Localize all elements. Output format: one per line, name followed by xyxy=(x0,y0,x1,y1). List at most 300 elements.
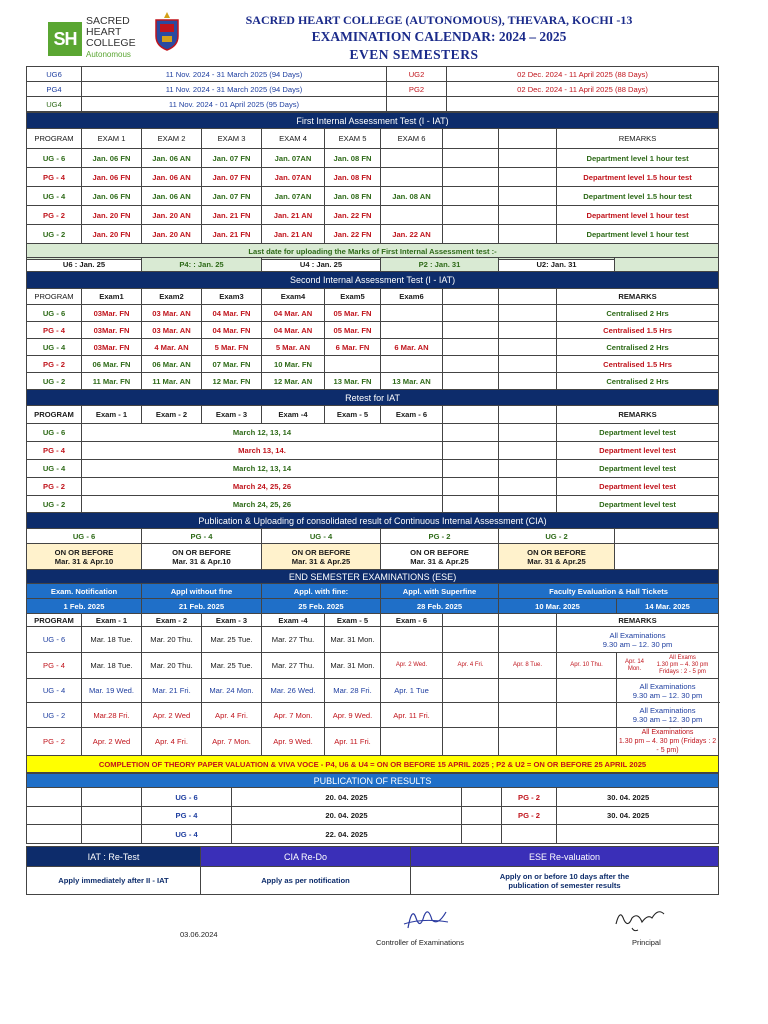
exam-date: Mar. 20 Thu. xyxy=(142,627,202,653)
column-header: EXAM 5 xyxy=(325,129,381,149)
cia-date: Mar. 31 & Apr.10 xyxy=(54,556,114,566)
exam-date: 5 Mar. AN xyxy=(262,339,325,356)
empty-cell xyxy=(499,373,557,390)
exam-date: Apr. 2 Wed. xyxy=(381,653,443,679)
column-header: Exam4 xyxy=(262,289,325,305)
header-row xyxy=(27,129,719,149)
remarks-cell xyxy=(617,703,719,728)
empty-cell xyxy=(499,478,557,496)
program-cell: PG - 2 xyxy=(381,529,499,544)
cia-date: Mar. 31 & Apr.25 xyxy=(291,556,351,566)
second-iat-table xyxy=(26,271,719,390)
remarks-cell xyxy=(617,679,719,703)
empty-cell xyxy=(82,807,142,825)
exam-date: 12 Mar. FN xyxy=(202,373,262,390)
empty-cell xyxy=(499,614,557,627)
remarks-cell: Department level 1.5 hour test xyxy=(557,168,719,187)
exam-date: 10 Mar. FN xyxy=(262,356,325,373)
retest-dates: March 12, 13, 14 xyxy=(82,424,443,442)
results-table xyxy=(26,773,719,844)
completion-note: COMPLETION OF THEORY PAPER VALUATION & VIVA VOCE - P4, U6 & U4 = ON OR BEFORE 15 APRIL 2025 ; P2 & U2 = ON OR BEFORE 25 APRIL 2025 xyxy=(27,756,719,773)
empty-cell xyxy=(499,129,557,149)
section-title: END SEMESTER EXAMINATIONS (ESE) xyxy=(27,570,719,584)
cia-date-cell xyxy=(262,544,381,570)
column-header: EXAM 1 xyxy=(82,129,142,149)
empty-cell xyxy=(615,258,719,272)
empty-cell xyxy=(557,825,719,844)
controller-label: Controller of Examinations xyxy=(376,938,464,947)
empty-cell xyxy=(499,627,557,653)
program-cell: PG - 4 xyxy=(27,168,82,187)
program-cell: UG6 xyxy=(27,67,82,82)
table-row xyxy=(27,442,719,460)
remarks-cell: Department level 1 hour test xyxy=(557,206,719,225)
exam-date: 6 Mar. AN xyxy=(381,339,443,356)
column-header: Exam - 6 xyxy=(381,406,443,424)
exam-date: 03Mar. FN xyxy=(82,322,142,339)
cia-date-row xyxy=(27,544,719,570)
column-header: Exam - 6 xyxy=(381,614,443,627)
empty-cell xyxy=(443,339,499,356)
empty-cell xyxy=(443,187,499,206)
program-cell: UG - 6 xyxy=(27,305,82,322)
exam-date: 07 Mar. FN xyxy=(202,356,262,373)
exam-date: Apr. 7 Mon. xyxy=(262,703,325,728)
column-header: Exam -4 xyxy=(262,406,325,424)
exam-date: 06 Mar. FN xyxy=(82,356,142,373)
program-cell: UG - 4 xyxy=(27,679,82,703)
empty-cell xyxy=(499,496,557,513)
table-row xyxy=(27,496,719,513)
revaluation-note: Apply immediately after II - IAT xyxy=(27,867,201,895)
exam-date: Jan. 22 FN xyxy=(325,206,381,225)
empty-cell xyxy=(499,442,557,460)
table-row xyxy=(27,703,719,728)
remarks-cell: Centralised 2 Hrs xyxy=(557,373,719,390)
upload-row xyxy=(27,258,719,272)
column-header: Exam5 xyxy=(325,289,381,305)
section-title: Second Internal Assessment Test (I - IAT) xyxy=(27,272,719,289)
result-row xyxy=(27,807,719,825)
table-row xyxy=(27,460,719,478)
remarks-line: All Examinations xyxy=(609,630,666,640)
table-row xyxy=(27,149,719,168)
empty-cell xyxy=(443,225,499,244)
exam-date: Apr. 10 Thu. xyxy=(557,653,617,679)
ese-stage-date: 25 Feb. 2025 xyxy=(262,599,381,614)
exam-date: Apr. 2 Wed xyxy=(82,728,142,756)
column-header: REMARKS xyxy=(557,289,719,305)
exam-date xyxy=(381,168,443,187)
remarks-line: 1.30 pm – 4. 30 pm xyxy=(656,662,709,668)
principal-signature-icon xyxy=(612,904,670,934)
exam-date: Jan. 08 AN xyxy=(381,187,443,206)
empty-cell xyxy=(443,728,499,756)
program-cell: PG - 4 xyxy=(27,442,82,460)
empty-cell xyxy=(443,406,499,424)
exam-date: Mar. 18 Tue. xyxy=(82,653,142,679)
section-title: Retest for IAT xyxy=(27,390,719,406)
result-row xyxy=(27,788,719,807)
college-name: SACRED HEART COLLEGE (AUTONOMOUS), THEVARA, KOCHI -13 xyxy=(245,13,633,27)
cia-date: Mar. 31 & Apr.25 xyxy=(410,556,469,566)
empty-cell xyxy=(462,788,502,807)
controller-signature-icon xyxy=(398,900,454,934)
program-cell: UG - 6 xyxy=(27,627,82,653)
empty-cell xyxy=(443,356,499,373)
exam-date: Jan. 07AN xyxy=(262,168,325,187)
empty-cell xyxy=(443,129,499,149)
exam-date: Jan. 07 FN xyxy=(202,149,262,168)
cia-date-cell xyxy=(142,544,262,570)
remarks-line: 9.30 am – 12. 30 pm xyxy=(602,639,673,649)
exam-date: Mar. 19 Wed. xyxy=(82,679,142,703)
logo-line-2: HEART xyxy=(86,26,122,38)
program-cell: PG - 2 xyxy=(27,206,82,225)
remarks-cell: Department level test xyxy=(557,424,719,442)
exam-date: 06 Mar. AN xyxy=(142,356,202,373)
exam-date: 11 Mar. AN xyxy=(142,373,202,390)
empty-cell xyxy=(443,206,499,225)
remarks-cell: Department level test xyxy=(557,442,719,460)
on-or-before-label: ON OR BEFORE xyxy=(527,547,586,557)
exam-date: 11 Mar. FN xyxy=(82,373,142,390)
exam-date: Apr. 4 Fri. xyxy=(202,703,262,728)
column-header: Exam -4 xyxy=(262,614,325,627)
duration-cell: 11 Nov. 2024 - 31 March 2025 (94 Days) xyxy=(82,67,387,82)
exam-date: Jan. 08 FN xyxy=(325,149,381,168)
column-header: Exam - 1 xyxy=(82,406,142,424)
empty-cell xyxy=(462,807,502,825)
ese-label-row xyxy=(27,584,719,599)
empty-cell xyxy=(499,322,557,339)
empty-cell xyxy=(499,356,557,373)
empty-cell xyxy=(443,424,499,442)
cia-date-cell xyxy=(381,544,499,570)
column-header: ESE Re-valuation xyxy=(411,847,719,867)
revaluation-note: Apply on or before 10 days after the publication of semester results xyxy=(411,867,719,895)
exam-date: Mar. 28 Fri. xyxy=(325,679,381,703)
exam-date: 03 Mar. AN xyxy=(142,322,202,339)
empty-cell xyxy=(499,168,557,187)
program-cell: UG - 2 xyxy=(27,703,82,728)
program-cell: UG4 xyxy=(27,97,82,112)
program-cell: PG - 2 xyxy=(502,788,557,807)
exam-date: 4 Mar. AN xyxy=(142,339,202,356)
result-date: 30. 04. 2025 xyxy=(557,788,719,807)
retest-dates: March 12, 13, 14 xyxy=(82,460,443,478)
remarks-cell xyxy=(617,653,719,679)
empty-cell xyxy=(443,679,499,703)
empty-cell xyxy=(27,807,82,825)
ese-stage-label: Faculty Evaluation & Hall Tickets xyxy=(499,584,719,599)
result-date: 22. 04. 2025 xyxy=(232,825,462,844)
program-cell: PG - 4 xyxy=(142,529,262,544)
exam-date: Apr. 2 Wed xyxy=(142,703,202,728)
revaluation-row xyxy=(27,867,719,895)
exam-date xyxy=(381,206,443,225)
column-header: Exam - 5 xyxy=(325,614,381,627)
remarks-line: All Exams xyxy=(669,655,696,661)
table-row xyxy=(27,305,719,322)
remarks-line: All Examinations xyxy=(641,729,694,736)
revaluation-note: Apply as per notification xyxy=(201,867,411,895)
duration-cell: 02 Dec. 2024 - 11 April 2025 (88 Days) xyxy=(447,67,719,82)
upload-date: U2: Jan. 31 xyxy=(499,258,615,272)
result-row xyxy=(27,825,719,844)
empty-cell xyxy=(499,424,557,442)
empty-cell xyxy=(557,703,617,728)
exam-date: Jan. 06 FN xyxy=(82,187,142,206)
program-cell: UG - 6 xyxy=(27,529,142,544)
program-cell: UG - 6 xyxy=(27,424,82,442)
exam-date: Jan. 06 FN xyxy=(82,149,142,168)
empty-cell xyxy=(443,149,499,168)
remarks-line: 9.30 am – 12. 30 pm xyxy=(632,715,703,724)
exam-date: 05 Mar. FN xyxy=(325,305,381,322)
exam-date: Mar. 25 Tue. xyxy=(202,653,262,679)
remarks-cell: Centralised 2 Hrs xyxy=(557,339,719,356)
program-cell: UG - 4 xyxy=(262,529,381,544)
exam-date: Apr. 11 Fri. xyxy=(381,703,443,728)
program-cell: PG4 xyxy=(27,82,82,97)
table-row xyxy=(27,653,719,679)
on-or-before-label: ON OR BEFORE xyxy=(291,547,351,557)
exam-date: Jan. 21 AN xyxy=(262,206,325,225)
table-row xyxy=(27,728,719,756)
ese-table xyxy=(26,569,719,773)
on-or-before-label: ON OR BEFORE xyxy=(54,547,114,557)
exam-date: Jan. 07 FN xyxy=(202,168,262,187)
retest-dates: March 24, 25, 26 xyxy=(82,478,443,496)
empty-cell xyxy=(499,187,557,206)
exam-date: Mar. 27 Thu. xyxy=(262,627,325,653)
program-cell: UG - 2 xyxy=(499,529,615,544)
exam-date: 05 Mar. FN xyxy=(325,322,381,339)
ese-stage-date: 28 Feb. 2025 xyxy=(381,599,499,614)
empty-cell xyxy=(27,788,82,807)
exam-date: Jan. 07AN xyxy=(262,149,325,168)
remarks-line: 1.30 pm – 4. 30 pm (Fridays : 2 - 5 pm) xyxy=(618,738,717,754)
issue-date: 03.06.2024 xyxy=(180,930,218,939)
logo-subtitle: Autonomous xyxy=(86,50,131,59)
exam-date: Apr. 7 Mon. xyxy=(202,728,262,756)
exam-date xyxy=(381,149,443,168)
exam-date: Apr. 4 Fri. xyxy=(443,653,499,679)
column-header: EXAM 2 xyxy=(142,129,202,149)
remarks-line: All Examinations xyxy=(639,706,696,715)
empty-cell xyxy=(82,825,142,844)
exam-date: Apr. 14 Mon. xyxy=(625,658,645,672)
exam-date xyxy=(381,305,443,322)
exam-date: Jan. 06 AN xyxy=(142,149,202,168)
empty-cell xyxy=(462,825,502,844)
program-cell: PG - 2 xyxy=(27,356,82,373)
calendar-title: EXAMINATION CALENDAR: 2024 – 2025 xyxy=(311,29,567,44)
column-header: Exam - 3 xyxy=(202,406,262,424)
table-row xyxy=(27,322,719,339)
exam-date: Mar.28 Fri. xyxy=(82,703,142,728)
column-header: IAT : Re-Test xyxy=(27,847,201,867)
result-date: 30. 04. 2025 xyxy=(557,807,719,825)
result-date: 20. 04. 2025 xyxy=(232,788,462,807)
ese-date-row xyxy=(27,599,719,614)
empty-cell xyxy=(82,788,142,807)
exam-date: Jan. 21 FN xyxy=(202,206,262,225)
program-cell: UG - 4 xyxy=(142,825,232,844)
table-row xyxy=(27,339,719,356)
exam-date: Jan. 08 FN xyxy=(325,168,381,187)
ese-stage-date: 14 Mar. 2025 xyxy=(617,599,719,614)
column-header: REMARKS xyxy=(557,614,719,627)
program-cell: PG - 4 xyxy=(27,653,82,679)
college-logo: SH xyxy=(48,22,82,56)
result-date: 20. 04. 2025 xyxy=(232,807,462,825)
header-row xyxy=(27,614,719,627)
exam-date: Mar. 27 Thu. xyxy=(262,653,325,679)
exam-date: 04 Mar. AN xyxy=(262,322,325,339)
ese-stage-date: 21 Feb. 2025 xyxy=(142,599,262,614)
program-cell: UG - 4 xyxy=(27,187,82,206)
exam-date: Jan. 06 AN xyxy=(142,187,202,206)
column-header: Exam - 2 xyxy=(142,406,202,424)
column-header: CIA Re-Do xyxy=(201,847,411,867)
duration-cell: 11 Nov. 2024 - 01 April 2025 (95 Days) xyxy=(82,97,387,112)
table-row xyxy=(27,206,719,225)
remarks-cell: Centralised 1.5 Hrs xyxy=(557,322,719,339)
program-cell: PG - 4 xyxy=(142,807,232,825)
empty-cell xyxy=(443,305,499,322)
exam-date: Mar. 26 Wed. xyxy=(262,679,325,703)
exam-date: 12 Mar. AN xyxy=(262,373,325,390)
empty-cell xyxy=(499,460,557,478)
cia-date-cell xyxy=(499,544,615,570)
exam-date: Apr. 11 Fri. xyxy=(325,728,381,756)
upload-date: P2 : Jan. 31 xyxy=(381,258,499,272)
empty-cell xyxy=(443,478,499,496)
exam-date: Jan. 07AN xyxy=(262,187,325,206)
exam-date: Mar. 31 Mon. xyxy=(325,627,381,653)
exam-date: Jan. 20 AN xyxy=(142,225,202,244)
upload-dates-table xyxy=(26,257,719,272)
remarks-cell: Department level 1 hour test xyxy=(557,149,719,168)
on-or-before-label: ON OR BEFORE xyxy=(172,547,231,557)
empty-cell xyxy=(447,97,719,112)
empty-cell xyxy=(443,322,499,339)
exam-date: Apr. 8 Tue. xyxy=(499,653,557,679)
empty-cell xyxy=(443,496,499,513)
empty-cell xyxy=(499,406,557,424)
program-cell: UG - 2 xyxy=(27,373,82,390)
table-row xyxy=(27,373,719,390)
exam-date: 03Mar. FN xyxy=(82,305,142,322)
exam-date: Jan. 22 AN xyxy=(381,225,443,244)
remarks-cell: Department level test xyxy=(557,496,719,513)
upload-date: P4: : Jan. 25 xyxy=(142,258,262,272)
duration-cell: 11 Nov. 2024 - 31 March 2025 (94 Days) xyxy=(82,82,387,97)
exam-date: Jan. 21 AN xyxy=(262,225,325,244)
empty-cell xyxy=(502,825,557,844)
program-cell: PG - 4 xyxy=(27,322,82,339)
empty-cell xyxy=(443,168,499,187)
ese-stage-label: Appl. with fine: xyxy=(262,584,381,599)
exam-date: Apr. 9 Wed. xyxy=(325,703,381,728)
on-or-before-label: ON OR BEFORE xyxy=(410,547,469,557)
program-cell: UG - 6 xyxy=(142,788,232,807)
exam-date: 13 Mar. FN xyxy=(325,373,381,390)
exam-date: Jan. 08 FN xyxy=(325,187,381,206)
exam-date: Jan. 21 FN xyxy=(202,225,262,244)
cia-table xyxy=(26,512,719,570)
empty-cell xyxy=(443,627,499,653)
empty-cell xyxy=(499,339,557,356)
empty-cell xyxy=(615,544,719,570)
revaluation-table xyxy=(26,846,719,895)
exam-date: Mar. 31 Mon. xyxy=(325,653,381,679)
empty-cell xyxy=(443,614,499,627)
column-header: EXAM 4 xyxy=(262,129,325,149)
empty-cell xyxy=(387,97,447,112)
empty-cell xyxy=(443,442,499,460)
empty-cell xyxy=(557,679,617,703)
exam-date: 04 Mar. FN xyxy=(202,305,262,322)
program-cell: UG - 6 xyxy=(27,149,82,168)
exam-date xyxy=(381,322,443,339)
column-header: Exam - 3 xyxy=(202,614,262,627)
exam-date: Apr. 1 Tue xyxy=(381,679,443,703)
retest-table xyxy=(26,389,719,513)
remarks-line: All Examinations xyxy=(639,681,696,691)
logo-line-3: COLLEGE xyxy=(86,37,136,49)
column-header: Exam1 xyxy=(82,289,142,305)
exam-date: Mar. 21 Fri. xyxy=(142,679,202,703)
remarks-line: 9.30 am – 12. 30 pm xyxy=(632,690,703,700)
exam-date: 5 Mar. FN xyxy=(202,339,262,356)
program-cell: PG - 2 xyxy=(27,728,82,756)
remarks-cell xyxy=(557,627,719,653)
empty-cell xyxy=(381,356,443,373)
exam-date: 04 Mar. FN xyxy=(202,322,262,339)
table-row xyxy=(27,424,719,442)
program-cell: PG - 2 xyxy=(27,478,82,496)
column-header: Exam6 xyxy=(381,289,443,305)
cia-date: Mar. 31 & Apr.10 xyxy=(172,556,231,566)
first-iat-table xyxy=(26,112,719,260)
column-header: REMARKS xyxy=(557,129,719,149)
empty-cell xyxy=(499,703,557,728)
empty-cell xyxy=(499,728,557,756)
empty-cell xyxy=(27,825,82,844)
semester-label: EVEN SEMESTERS xyxy=(349,47,479,62)
empty-cell xyxy=(499,305,557,322)
page-header xyxy=(0,0,768,66)
cia-date-cell xyxy=(27,544,142,570)
column-header: EXAM 3 xyxy=(202,129,262,149)
revaluation-header-row xyxy=(27,847,719,867)
table-row xyxy=(27,168,719,187)
semester-durations-table xyxy=(26,66,719,112)
header-row xyxy=(27,289,719,305)
exam-date: Jan. 07 FN xyxy=(202,187,262,206)
exam-date: Mar. 18 Tue. xyxy=(82,627,142,653)
program-cell: UG - 4 xyxy=(27,339,82,356)
column-header: PROGRAM xyxy=(27,129,82,149)
upload-date: U4 : Jan. 25 xyxy=(262,258,381,272)
logo-line-1: SACRED xyxy=(86,15,130,27)
ese-stage-label: Exam. Notification xyxy=(27,584,142,599)
remarks-text xyxy=(650,655,716,676)
exam-date: Jan. 20 FN xyxy=(82,206,142,225)
